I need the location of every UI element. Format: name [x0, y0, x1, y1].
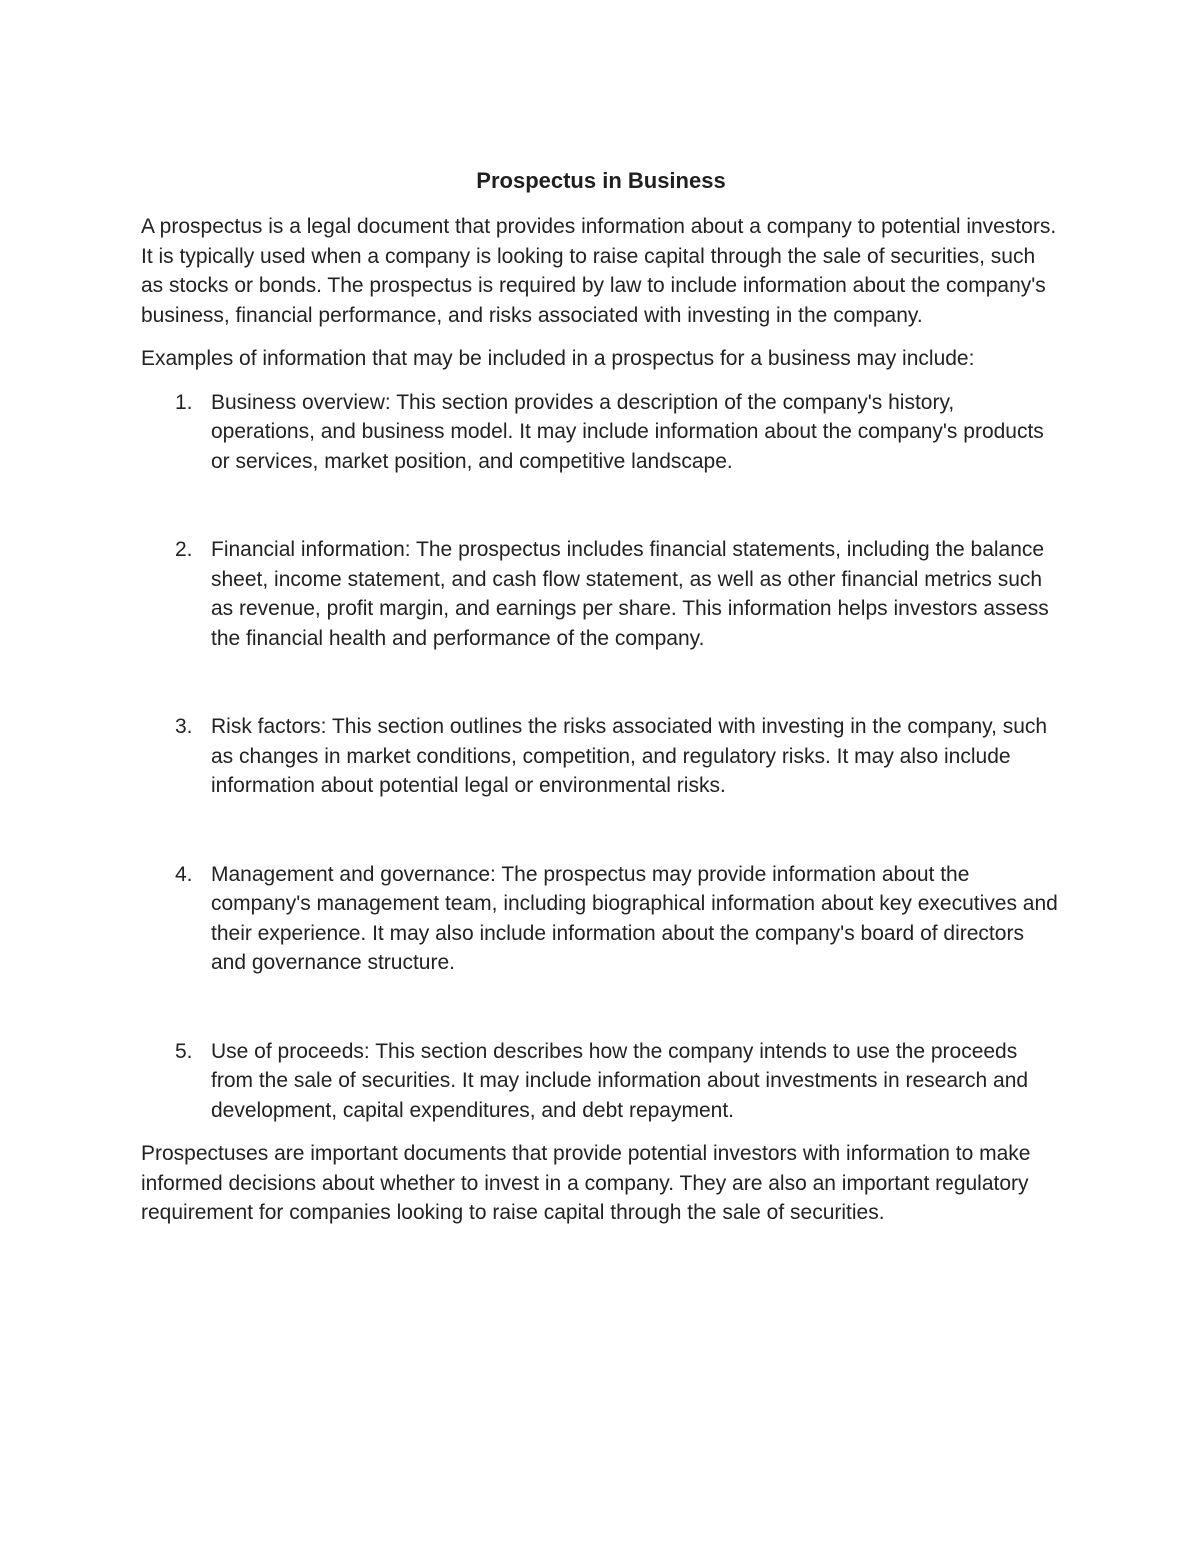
document-page: [141, 166, 1061, 1242]
list-item-number: 4.: [175, 862, 193, 886]
list-item-number: 1.: [175, 390, 193, 414]
intro-paragraph: A prospectus is a legal document that provides information about a company to potential investors. It is typically used when a company is looking to raise capital through the sale of securities, such as stocks or bonds. The prospectus is required by law to include information about the company's business, financial performance, and risks associated with investing in the company.: [141, 215, 1057, 327]
list-item-text: Use of proceeds: This section describes how the company intends to use the proceeds from the sale of securities. It may include information about investments in research and development, capital expenditures, and debt repayment.: [211, 1039, 1029, 1122]
list-item-text: Management and governance: The prospectus may provide information about the company's management team, including biographical information about key executives and their experience. It may also include information about the company's board of directors and governance structure.: [211, 862, 1058, 974]
examples-list: [141, 388, 1061, 1126]
list-item-text: Financial information: The prospectus includes financial statements, including the balance sheet, income statement, and cash flow statement, as well as other financial metrics such as revenue, profit margin, and earnings per share. This information helps investors assess the financial health and performance of the company.: [211, 538, 1049, 650]
examples-lead-paragraph: Examples of information that may be included in a prospectus for a business may include:: [141, 347, 975, 370]
list-item-text: Business overview: This section provides a description of the company's history, operations, and business model. It may include information about the company's products or services, market position, and competitive landscape.: [211, 390, 1044, 473]
conclusion-paragraph: Prospectuses are important documents that provide potential investors with information to make informed decisions about whether to invest in a company. They are also an important regulatory requirement for companies looking to raise capital through the sale of securities.: [141, 1142, 1031, 1224]
list-item: [141, 1037, 1061, 1126]
list-item-number: 2.: [175, 538, 193, 561]
list-item-number: 5.: [175, 1039, 193, 1063]
list-item: [141, 535, 1061, 653]
list-item-text: Risk factors: This section outlines the risks associated with investing in the company, such as changes in market conditions, competition, and regulatory risks. It may also include information about potential legal or environmental risks.: [211, 715, 1048, 797]
list-item: [141, 860, 1061, 978]
list-item: [141, 712, 1061, 801]
list-item: [141, 388, 1061, 477]
list-item-number: 3.: [175, 715, 193, 738]
document-title: Prospectus in Business: [476, 168, 726, 193]
